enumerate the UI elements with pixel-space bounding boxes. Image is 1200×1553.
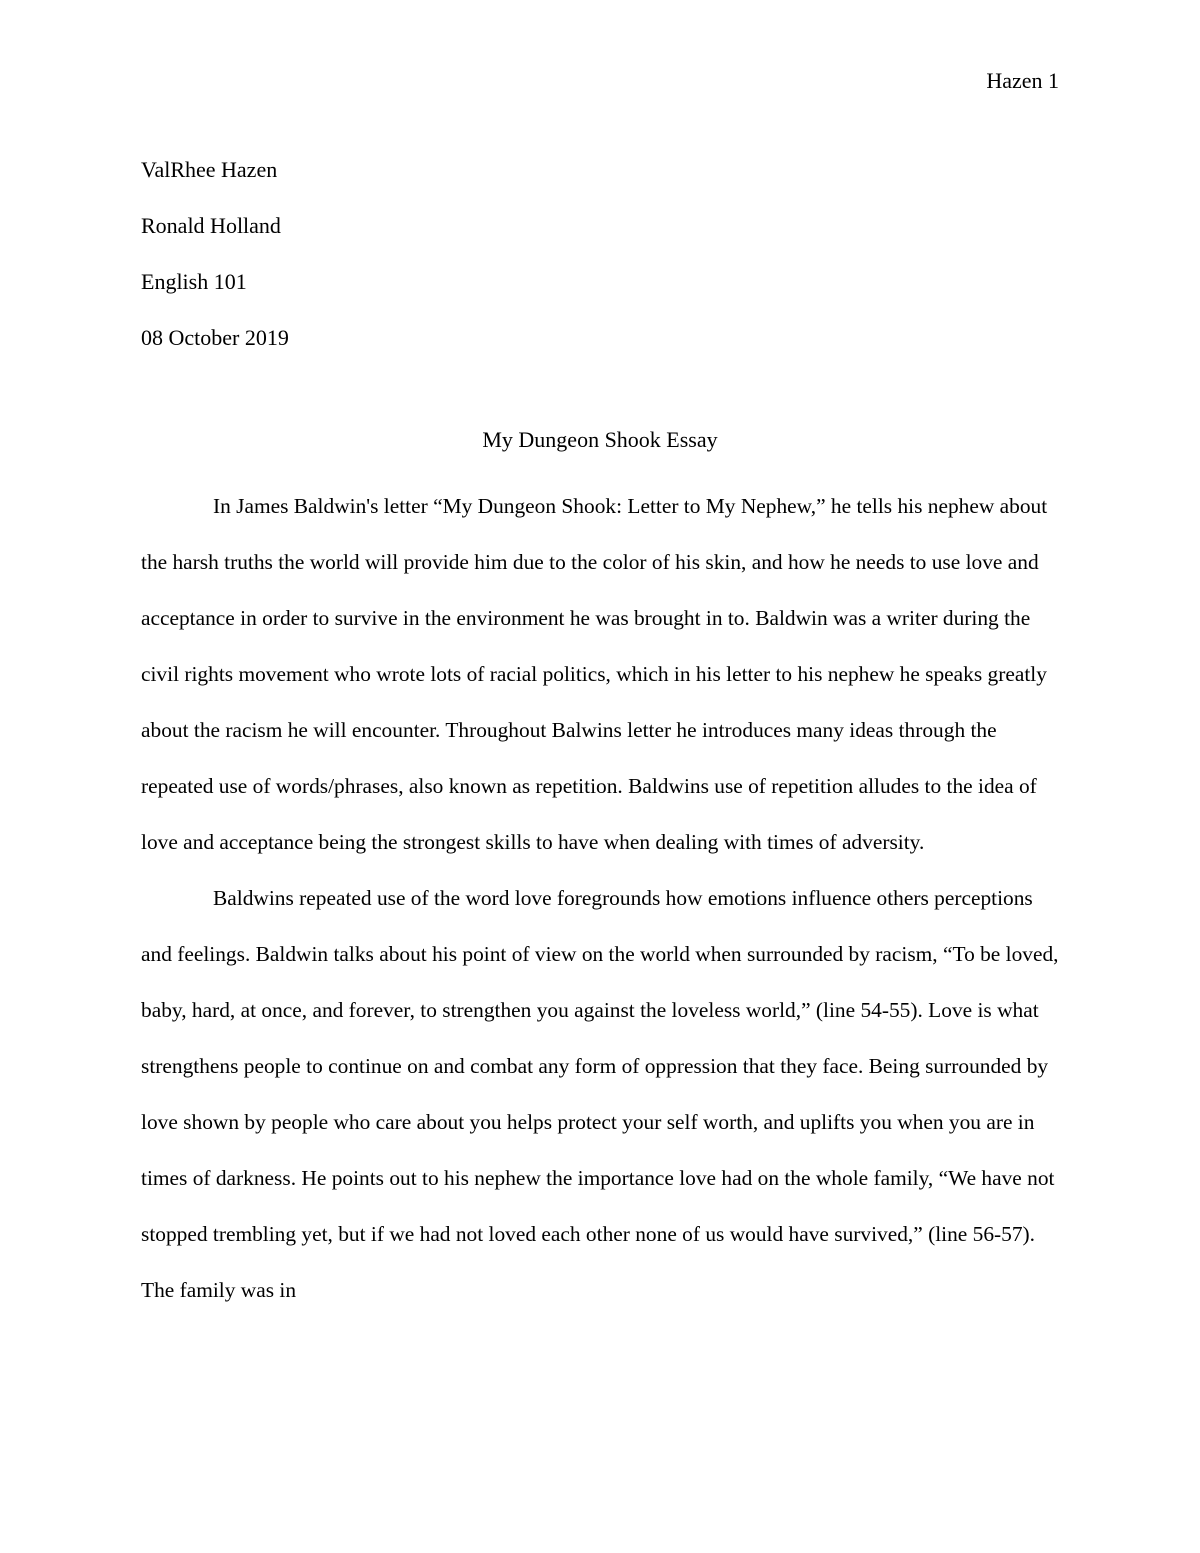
running-head: Hazen 1 [986, 68, 1059, 93]
essay-date: 08 October 2019 [141, 325, 289, 350]
mla-header [141, 142, 1059, 366]
course-name: English 101 [141, 269, 247, 294]
paragraph-body-1: Baldwins repeated use of the word love foregrounds how emotions influence others perceptions and feelings. Baldwin talks about his point of view on the world when surrounded by racism, “To be loved, baby, hard, at once, and forever, to strengthen you against the loveless world,” (line 54-55). Love is what strengthens people to continue on and combat any form of oppression that they face. Being surrounded by love shown by people who care about you helps protect your self worth, and uplifts you when you are in times of darkness. He points out to his nephew the importance love had on the whole family, “We have not stopped trembling yet, but if we had not loved each other none of us would have survived,” (line 56-57). The family was in [141, 886, 1059, 1302]
student-name: ValRhee Hazen [141, 157, 278, 182]
essay-title: My Dungeon Shook Essay [482, 427, 718, 452]
essay-body [141, 478, 1059, 1318]
paragraph-introduction: In James Baldwin's letter “My Dungeon Shook: Letter to My Nephew,” he tells his nephew about the harsh truths the world will provide him due to the color of his skin, and how he needs to use love and acceptance in order to survive in the environment he was brought in to. Baldwin was a writer during the civil rights movement who wrote lots of racial politics, which in his letter to his nephew he speaks greatly about the racism he will encounter. Throughout Balwins letter he introduces many ideas through the repeated use of words/phrases, also known as repetition. Baldwins use of repetition alludes to the idea of love and acceptance being the strongest skills to have when dealing with times of adversity. [141, 494, 1048, 854]
instructor-name: Ronald Holland [141, 213, 281, 238]
